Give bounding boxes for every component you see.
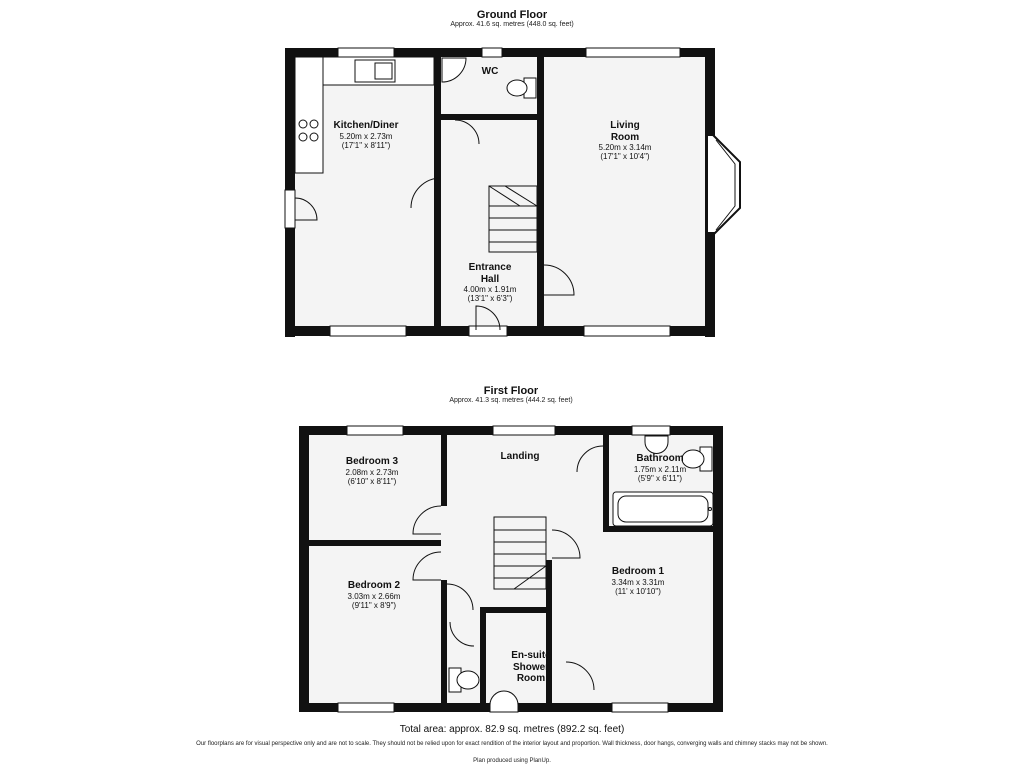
room-name: Landing (500, 451, 540, 462)
room-dimensions-imperial: (17'1" x 10'4") (600, 152, 650, 162)
room-label-kitchen (316, 120, 416, 150)
room-name: Living Room (610, 120, 640, 143)
room-name: Bedroom 2 (347, 580, 401, 591)
room-label-bedroom2 (324, 580, 424, 610)
room-dimensions-imperial: (5'9" x 6'11") (637, 473, 683, 483)
room-dimensions-imperial: (11' x 10'10") (615, 586, 661, 596)
room-label-hall (445, 262, 535, 303)
room-name: Entrance Hall (468, 262, 512, 285)
room-name: Bathroom (636, 453, 684, 464)
living-bay-window (708, 134, 740, 236)
room-name: Kitchen/Diner (333, 120, 399, 131)
room-dimensions-imperial: (17'1" x 8'11") (341, 140, 391, 150)
room-dimensions-metric: 3.34m x 3.31m (611, 577, 665, 587)
room-dimensions-imperial: (13'1" x 6'3") (467, 294, 513, 304)
room-dimensions-metric: 4.00m x 1.91m (463, 285, 517, 294)
first-floor-title: First Floor (483, 385, 539, 397)
room-label-living (575, 120, 675, 161)
room-name: En-suite Shower Room (511, 650, 551, 684)
room-dimensions-imperial: (9'11" x 8'9") (351, 600, 397, 610)
room-dimensions-metric: 3.03m x 2.66m (347, 591, 401, 601)
room-label-bathroom (618, 453, 702, 483)
ground-floor-title: Ground Floor (476, 9, 548, 21)
room-label-bedroom1 (588, 566, 688, 596)
first-floor-area: Approx. 41.3 sq. metres (444.2 sq. feet) (449, 397, 573, 404)
room-label-wc (470, 66, 510, 78)
room-label-ensuite (491, 650, 571, 685)
credit: Plan produced using PlanUp. (473, 758, 551, 764)
room-dimensions-metric: 5.20m x 3.14m (598, 143, 652, 152)
room-dimensions-imperial: (6'10" x 8'11") (347, 476, 397, 486)
total-area: Total area: approx. 82.9 sq. metres (892.2 sq. feet) (399, 724, 625, 735)
room-dimensions-metric: 2.08m x 2.73m (345, 467, 399, 477)
room-label-landing (480, 451, 560, 463)
room-label-bedroom3 (322, 456, 422, 486)
room-name: Bedroom 3 (345, 456, 399, 467)
room-name: WC (481, 66, 499, 77)
room-name: Bedroom 1 (611, 566, 665, 577)
room-dimensions-metric: 1.75m x 2.11m (633, 464, 687, 474)
room-dimensions-metric: 5.20m x 2.73m (339, 131, 393, 141)
disclaimer: Our floorplans are for visual perspective only and are not to scale. They should not be relied upon for exact rendition of the interior layout and proportion. Wall thickness, door hangs, converging walls and chimney stacks may not be shown. (196, 741, 828, 747)
ground-floor-area: Approx. 41.6 sq. metres (448.0 sq. feet) (450, 21, 574, 28)
